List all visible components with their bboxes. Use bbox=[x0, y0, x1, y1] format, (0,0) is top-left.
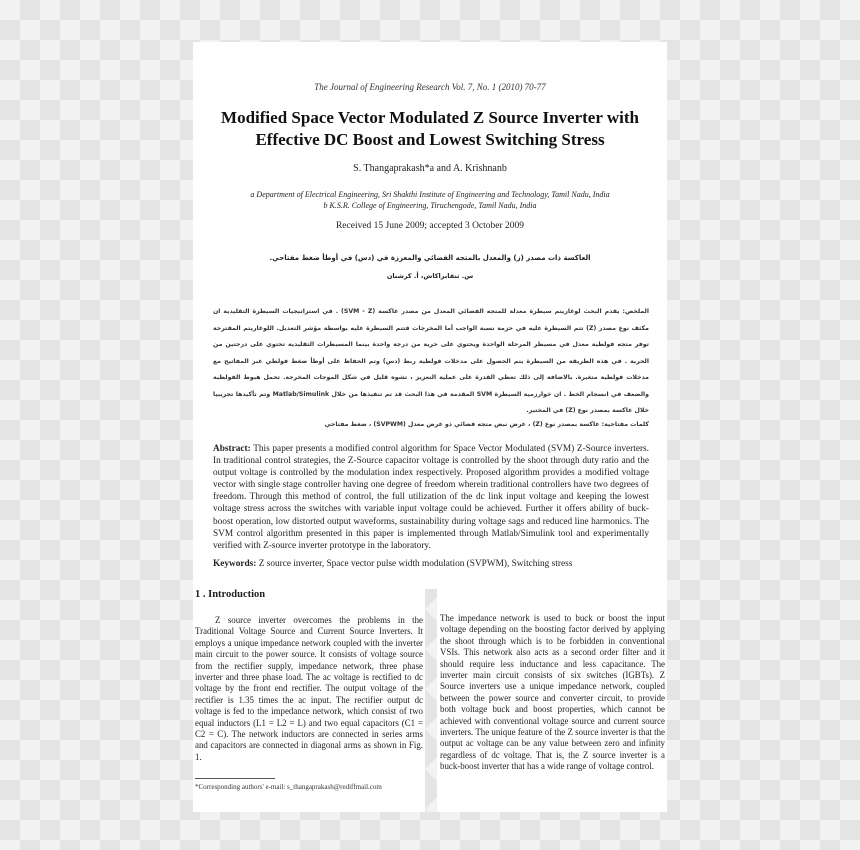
affiliation-a: a Department of Electrical Engineering, Sri Shakthi Institute of Engineering and Technology, Tamil Nadu, India bbox=[250, 190, 610, 199]
intro-column-left: Z source inverter overcomes the problems in the Traditional Voltage Source and Current Source Inverters. It employs a unique impedance network coupled with the inverter main circuit to the power source. It consists of voltage source from the rectifier supply, impedance network, three phase inverter and three phase load. The ac voltage is rectified to dc voltage by the front end rectifier. The output voltage of the rectifier is 1.35 times the ac input. The rectifier output dc voltage is fed to the impedance network, which consist of two equal inductors (L1 = L2 = L) and two equal capacitors (C1 = C2 = C). The network inductors are connected in series arms and capacitors are connected in diagonal arms as shown in Fig. 1. bbox=[195, 615, 423, 762]
keywords-label: Keywords: bbox=[213, 559, 257, 569]
author-line: S. Thangaprakash*a and A. Krishnanb bbox=[353, 163, 507, 174]
section-heading-introduction: 1 . Introduction bbox=[195, 589, 266, 600]
paper-page bbox=[193, 42, 667, 812]
intro-column-right: The impedance network is used to buck or boost the input voltage depending on the boosting factor derived by applying the shoot through which is to be forbidden in conventional VSIs. This network also acts as a second order filter and it should require less inductance and less capacitance. The inverter main circuit consists of six switches (IGBTs). Z Source inverters use a unique impedance network, coupled between the power source and converter circuit, to provide both voltage buck and boost properties, which cannot be achieved with conventional voltage source and current source inverters. The unique feature of the Z source inverter is that the output ac voltage can be any value between zero and infinity regardless of dc voltage. That is, the Z source inverter is a buck-boost inverter that has a wide range of voltage control. bbox=[440, 613, 665, 772]
affiliations bbox=[193, 189, 667, 211]
footnote-rule bbox=[195, 778, 275, 779]
arabic-keywords: كلمات مفتاحية: عاكسة بمصدر نوع (Z) ، عرض نبض متجه فضائي ذو عرض معدل (SVPWM) ، ضغط مفتاحي bbox=[324, 421, 649, 428]
abstract-label: Abstract: bbox=[213, 444, 251, 454]
affiliation-b: b K.S.R. College of Engineering, Tiruchengode, Tamil Nadu, India bbox=[323, 201, 537, 210]
journal-header: The Journal of Engineering Research Vol. 7, No. 1 (2010) 70-77 bbox=[314, 82, 546, 92]
arabic-abstract: الملخص: يقدم البحث لوغاريتم سيطرة معدلة للمتجه الفضائي المعدل من مصدر عاكسة (SVM - Z) . في استراتيجيات السيطرة التقليدية ان مكثف نوع مصدر (Z) تتم السيطرة عليه في حزمة نسبة الواجب أما المخرجات فتتم السيطرة عليه بواسطة مؤشر التعديل. اللوغاريتم المقترحة توفر متجه فولطية معدل في مسيطر المرحلة الواحدة ويحتوي على حرية من درجة واحدة بينما المسيطرات التقليدية تحتوي على درجتين من الحرية . في هذه الطريقة من السيطرة يتم الحصول على مدخلات فولطية ربط (دس) وتم الحفاظ على أوطأ ضغط فولطي عبر المفاتيح مع مدخلات فولطية متغيرة. بالاضافة إلى ذلك تعطي القدرة على عملية التعزيز ، تشوه قليل في شكل الموجات المخرجة. تحمل هبوط الفولطية والضعف في انسجام الخط . ان خوارزمية السيطرة SVM المقدمة في هذا البحث قد تم تنفيذها من خلال Matlab/Simulink وتم تأكيدها تجريبيا خلال عاكسة بمصدر نوع (Z) في المختبر. bbox=[213, 308, 649, 414]
abstract-text: This paper presents a modified control algorithm for Space Vector Modulated (SVM) Z-Source inverters. In traditional control strategies, the Z-Source capacitor voltage is controlled by the shoot through duty ratio and the output voltage is controlled by the modulation index respectively. Proposed algorithm provides a modified voltage vector with single stage controller having one degree of freedom wherein traditional controllers have two degrees of freedom. Through this method of control, the full utilization of the dc link input voltage and keeping the lowest voltage stress across the switches with variable input voltage could be achieved. Further it offers ability of buck-boost operation, low distorted output waveforms, sustainability during voltage sags and reduced line harmonics. The SVM control algorithm presented in this paper is implemented through Matlab/Simulink tool and experimentally verified with Z-source inverter prototype in the laboratory. bbox=[213, 444, 649, 551]
paper-title: Modified Space Vector Modulated Z Source Inverter with Effective DC Boost and Lowest Switching Stress bbox=[221, 108, 639, 149]
keywords-text: Z source inverter, Space vector pulse width modulation (SVPWM), Switching stress bbox=[256, 559, 573, 569]
received-dates: Received 15 June 2009; accepted 3 October 2009 bbox=[335, 221, 525, 231]
footnote-email: *Corresponding authors' e-mail: s_thangaprakash@rediffmail.com bbox=[195, 783, 382, 791]
arabic-authors: س. ثنقابراكاش، أ. كرشنان bbox=[386, 272, 474, 280]
abstract bbox=[213, 443, 649, 552]
keywords bbox=[213, 559, 649, 569]
arabic-title: العاكسة ذات مصدر (ز) والمعدل بالمتجه الفضائي والمعززة في (دس) في أوطأ ضغط مفتاحي. bbox=[269, 254, 591, 262]
column-gap bbox=[425, 589, 437, 812]
